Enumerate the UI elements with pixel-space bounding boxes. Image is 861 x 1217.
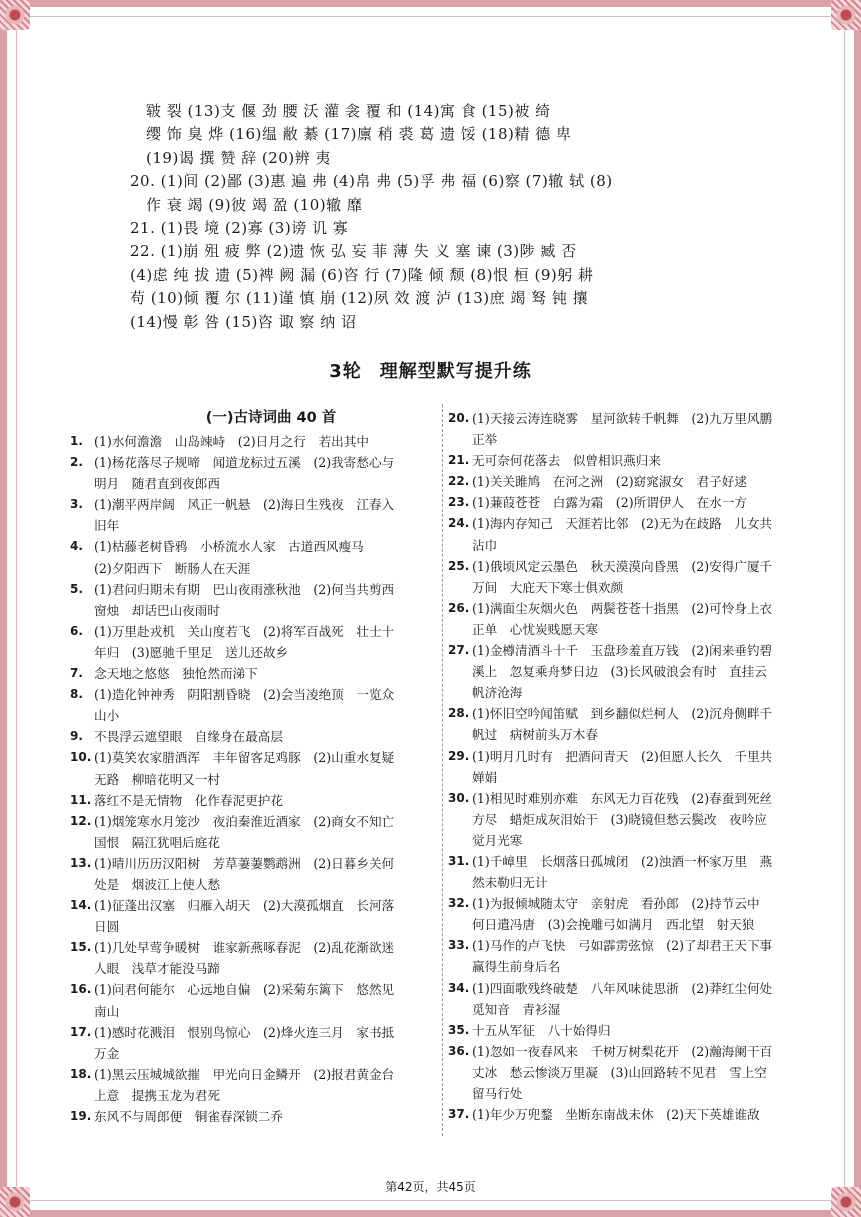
- item-text: [94, 895, 432, 937]
- answer-item: [70, 452, 432, 494]
- answer-item: [448, 978, 810, 1020]
- item-line: 正举: [472, 432, 498, 448]
- item-number: 28.: [448, 706, 470, 721]
- answer-item: [70, 579, 432, 621]
- item-line: 然未勒归无计: [472, 875, 548, 891]
- item-line: (1)问君何能尔 心远地自偏 (2)采菊东篱下 悠然见: [94, 982, 395, 998]
- item-line: (1)枯藤老树昏鸦 小桥流水人家 古道西风瘦马: [94, 539, 364, 555]
- answer-line: 缨 饰 臭 烨 (16)缊 敝 綦 (17)廪 稍 裘 葛 遗 馁 (18)精 德 卑: [146, 125, 572, 144]
- item-number: 17.: [70, 1024, 92, 1039]
- answer-item: [70, 663, 432, 684]
- item-text: [472, 1041, 810, 1104]
- answer-item: [70, 494, 432, 536]
- item-line: (1)海内存知己 天涯若比邻 (2)无为在歧路 儿女共: [472, 516, 773, 532]
- item-number: 8.: [70, 687, 83, 702]
- answer-item: [70, 621, 432, 663]
- answer-item: [448, 851, 810, 893]
- item-text: [472, 935, 810, 977]
- item-line: (1)年少万兜鍪 坐断东南战未休 (2)天下英雄谁敌: [472, 1107, 760, 1123]
- answer-item: [70, 747, 432, 789]
- answer-line: 皲 裂 (13)支 偃 劲 腰 沃 灌 衾 覆 和 (14)寓 食 (15)被 绮: [146, 102, 551, 120]
- item-text: [94, 979, 432, 1021]
- item-text: [472, 978, 810, 1020]
- item-line: (1)关关雎鸠 在河之洲 (2)窈窕淑女 君子好逑: [472, 474, 747, 490]
- item-line: 不畏浮云遮望眼 自缘身在最高层: [94, 729, 283, 745]
- item-line: 何日遣冯唐 (3)会挽雕弓如满月 西北望 射天狼: [472, 917, 755, 933]
- item-text: [472, 408, 810, 450]
- item-number: 24.: [448, 516, 470, 531]
- item-line: 年归 (3)愿驰千里足 送儿还故乡: [94, 644, 289, 660]
- item-line: (1)万里赴戎机 关山度若飞 (2)将军百战死 壮士十: [94, 623, 395, 639]
- item-number: 32.: [448, 896, 470, 911]
- answer-line: (19)谒 撰 赞 辞 (20)辨 夷: [146, 148, 331, 167]
- item-number: 5.: [70, 581, 83, 596]
- answer-item: [448, 1104, 810, 1125]
- answer-item: [70, 937, 432, 979]
- answer-item: [448, 703, 810, 745]
- item-line: (1)金樽清酒斗十千 玉盘珍羞直万钱 (2)闲来垂钓碧: [472, 643, 773, 659]
- item-number: 10.: [70, 750, 92, 765]
- answer-item: [448, 935, 810, 977]
- item-text: [94, 853, 432, 895]
- answer-line: (4)虑 纯 拔 遗 (5)裨 阙 漏 (6)咨 行 (7)隆 倾 颓 (8)恨 桓 (9)躬 耕: [130, 265, 594, 284]
- answer-item: [448, 471, 810, 492]
- item-text: [472, 1104, 810, 1125]
- item-text: [94, 579, 432, 621]
- item-number: 1.: [70, 434, 83, 448]
- answer-item: [70, 853, 432, 895]
- item-line: 山小: [94, 708, 120, 724]
- item-number: 35.: [448, 1022, 470, 1037]
- item-text: [94, 726, 432, 747]
- item-text: [94, 431, 432, 452]
- item-number: 16.: [70, 982, 92, 997]
- answer-item: [448, 598, 810, 640]
- corner-ornament-top-left: [0, 0, 30, 30]
- answer-item: [70, 1064, 432, 1106]
- answer-item: [448, 450, 810, 471]
- column-divider: [442, 404, 443, 1136]
- item-line: (1)潮平两岸阔 风正一帆悬 (2)海日生残夜 江春入: [94, 497, 395, 513]
- item-line: (1)相见时难别亦难 东风无力百花残 (2)春蚕到死丝: [472, 790, 773, 806]
- item-line: (1)明月几时有 把酒问青天 (2)但愿人长久 千里共: [472, 748, 773, 764]
- item-number: 36.: [448, 1043, 470, 1058]
- item-number: 20.: [448, 411, 470, 425]
- answer-item: [448, 640, 810, 703]
- item-text: [472, 703, 810, 745]
- answer-line: (14)慢 彰 咎 (15)咨 诹 察 纳 诏: [130, 312, 357, 331]
- answer-item: [70, 790, 432, 811]
- item-text: [472, 640, 810, 703]
- answer-item: [70, 1106, 432, 1127]
- item-line: 东风不与周郎便 铜雀春深锁二乔: [94, 1109, 283, 1124]
- item-line: 帆济沧海: [472, 685, 523, 701]
- item-line: 婵娟: [472, 769, 498, 785]
- item-line: (1)君问归期未有期 巴山夜雨涨秋池 (2)何当共剪西: [94, 581, 395, 597]
- item-line: 国恨 隔江犹唱后庭花: [94, 834, 220, 850]
- item-line: 留马行处: [472, 1086, 523, 1101]
- item-line: 落红不是无情物 化作春泥更护花: [94, 792, 283, 808]
- item-line: (1)满面尘灰烟火色 两鬓苍苍十指黑 (2)可怜身上衣: [472, 600, 773, 616]
- answer-item: [448, 746, 810, 788]
- answer-item: [70, 1022, 432, 1064]
- item-line: 无路 柳暗花明又一村: [94, 771, 220, 787]
- item-number: 21.: [448, 453, 470, 468]
- item-text: [472, 788, 810, 851]
- item-text: [94, 452, 432, 494]
- right-answer-list: [448, 408, 810, 1125]
- item-line: 窗烛 却话巴山夜雨时: [94, 602, 220, 618]
- item-line: 处是 烟波江上使人愁: [94, 876, 220, 892]
- answer-item: [70, 979, 432, 1021]
- item-line: (1)晴川历历汉阳树 芳草萋萋鹦鹉洲 (2)日暮乡关何: [94, 855, 395, 871]
- item-text: [472, 893, 810, 935]
- item-text: [472, 513, 810, 555]
- item-line: 万间 大庇天下寒士俱欢颜: [472, 579, 624, 595]
- answer-item: [70, 726, 432, 747]
- item-number: 11.: [70, 792, 92, 807]
- item-line: 日圆: [94, 919, 120, 935]
- item-text: [472, 1020, 810, 1041]
- item-line: (1)烟笼寒水月笼沙 夜泊秦淮近酒家 (2)商女不知亡: [94, 813, 395, 829]
- item-number: 15.: [70, 940, 92, 955]
- answer-item: [448, 893, 810, 935]
- item-text: [94, 621, 432, 663]
- answer-item: [448, 408, 810, 450]
- answer-item: [70, 431, 432, 452]
- item-line: (1)征蓬出汉塞 归雁入胡天 (2)大漠孤烟直 长河落: [94, 898, 395, 914]
- item-number: 33.: [448, 938, 470, 953]
- item-text: [94, 747, 432, 789]
- item-line: 觅知音 青衫湿: [472, 1001, 561, 1017]
- item-line: (1)莫笑农家腊酒浑 丰年留客足鸡豚 (2)山重水复疑: [94, 750, 395, 766]
- item-number: 12.: [70, 813, 92, 828]
- item-text: [94, 937, 432, 979]
- item-text: [472, 746, 810, 788]
- item-line: 无可奈何花落去 似曾相识燕归来: [472, 453, 661, 469]
- subsection-title: (一)古诗词曲 40 首: [205, 410, 337, 426]
- item-text: [94, 536, 432, 578]
- item-text: [472, 598, 810, 640]
- item-line: 赢得生前身后名: [472, 959, 561, 975]
- section-number: 3轮: [329, 361, 362, 382]
- answer-item: [448, 788, 810, 851]
- item-text: [94, 1106, 432, 1127]
- item-line: (1)马作的卢飞快 弓如霹雳弦惊 (2)了却君王天下事: [472, 938, 773, 954]
- item-line: (2)夕阳西下 断肠人在天涯: [94, 560, 251, 576]
- answer-item: [70, 536, 432, 578]
- item-number: 7.: [70, 666, 83, 681]
- item-number: 13.: [70, 855, 92, 870]
- item-text: [472, 492, 810, 513]
- item-line: (1)忽如一夜春风来 千树万树梨花开 (2)瀚海阑干百: [472, 1043, 773, 1059]
- answer-item: [448, 1020, 810, 1041]
- item-line: 旧年: [94, 518, 120, 534]
- item-text: [94, 790, 432, 811]
- answer-item: [448, 492, 810, 513]
- corner-ornament-top-right: [831, 0, 861, 30]
- item-text: [472, 471, 810, 492]
- item-line: 南山: [94, 1003, 120, 1019]
- item-number: 3.: [70, 497, 83, 512]
- item-number: 34.: [448, 980, 470, 995]
- item-line: (1)杨花落尽子规啼 闻道龙标过五溪 (2)我寄愁心与: [94, 455, 395, 471]
- item-line: 人眼 浅草才能没马蹄: [94, 961, 220, 977]
- item-line: 上意 提携玉龙为君死: [94, 1087, 220, 1103]
- page-footer: 第42页，共45页: [385, 1180, 476, 1194]
- section-heading: 理解型默写提升练: [379, 361, 532, 382]
- item-line: 万金: [94, 1045, 120, 1061]
- answer-item: [448, 1041, 810, 1104]
- item-text: [94, 1022, 432, 1064]
- item-number: 19.: [70, 1109, 92, 1123]
- item-line: 方尽 蜡炬成灰泪始干 (3)晓镜但愁云鬓改 夜吟应: [472, 811, 767, 827]
- item-text: [94, 811, 432, 853]
- item-number: 25.: [448, 558, 470, 573]
- item-line: (1)几处早莺争暖树 谁家新燕啄春泥 (2)乱花渐欲迷: [94, 940, 395, 956]
- item-number: 37.: [448, 1107, 470, 1122]
- answer-line: 苟 (10)倾 覆 尔 (11)谨 慎 崩 (12)夙 效 渡 泸 (13)庶 竭 驽 钝 攘: [130, 289, 589, 308]
- item-line: 丈冰 愁云惨淡万里凝 (3)山回路转不见君 雪上空: [472, 1064, 767, 1080]
- item-number: 6.: [70, 623, 83, 638]
- item-text: [472, 556, 810, 598]
- item-line: 沾巾: [472, 537, 498, 553]
- item-text: [94, 494, 432, 536]
- answer-item: [448, 513, 810, 555]
- item-text: [472, 450, 810, 471]
- answer-line: 作 衰 竭 (9)彼 竭 盈 (10)辙 靡: [146, 195, 363, 214]
- item-line: (1)千嶂里 长烟落日孤城闭 (2)浊酒一杯家万里 燕: [472, 853, 773, 869]
- answer-line: 21. (1)畏 境 (2)寡 (3)谤 讥 寡: [130, 218, 349, 237]
- item-number: 29.: [448, 748, 470, 763]
- section-title: [0, 357, 861, 383]
- item-line: 溪上 忽复乘舟梦日边 (3)长风破浪会有时 直挂云: [472, 664, 767, 680]
- right-column: [448, 408, 810, 1125]
- item-line: 明月 随君直到夜郎西: [94, 476, 220, 492]
- continued-answer-block: [130, 100, 730, 334]
- item-line: (1)天接云涛连晓雾 星河欲转千帆舞 (2)九万里风鹏: [472, 411, 773, 426]
- answer-line: 20. (1)间 (2)鄙 (3)惠 遍 弗 (4)帛 弗 (5)孚 弗 福 (6)察 (7)辙 轼 (8): [130, 172, 613, 191]
- item-number: 4.: [70, 539, 83, 554]
- left-answer-list: [70, 431, 432, 1127]
- item-number: 2.: [70, 455, 83, 470]
- item-text: [94, 1064, 432, 1106]
- item-number: 31.: [448, 853, 470, 868]
- item-line: (1)黑云压城城欲摧 甲光向日金鳞开 (2)报君黄金台: [94, 1066, 395, 1082]
- item-line: (1)俄顷风定云墨色 秋天漠漠向昏黑 (2)安得广厦千: [472, 558, 773, 574]
- item-number: 26.: [448, 600, 470, 615]
- item-line: 念天地之悠悠 独怆然而涕下: [94, 666, 258, 682]
- item-line: (1)水何澹澹 山岛竦峙 (2)日月之行 若出其中: [94, 434, 369, 449]
- item-line: 觉月光寒: [472, 832, 523, 848]
- item-line: (1)怀旧空吟闻笛赋 到乡翻似烂柯人 (2)沉舟侧畔千: [472, 706, 773, 722]
- item-line: 十五从军征 八十始得归: [472, 1022, 611, 1038]
- item-line: (1)感时花溅泪 恨别鸟惊心 (2)烽火连三月 家书抵: [94, 1024, 395, 1040]
- item-text: [472, 851, 810, 893]
- item-number: 14.: [70, 898, 92, 913]
- item-line: (1)蒹葭苍苍 白露为霜 (2)所谓伊人 在水一方: [472, 495, 747, 511]
- item-number: 27.: [448, 643, 470, 658]
- item-line: 正单 心忧炭贱愿天寒: [472, 621, 598, 637]
- answer-item: [448, 556, 810, 598]
- item-line: (1)四面歌残终破楚 八年风味徒思浙 (2)莽红尘何处: [472, 980, 773, 996]
- item-line: 帆过 病树前头万木春: [472, 727, 598, 743]
- answer-item: [70, 811, 432, 853]
- item-number: 18.: [70, 1066, 92, 1081]
- item-number: 30.: [448, 790, 470, 805]
- item-number: 9.: [70, 729, 83, 744]
- item-number: 22.: [448, 474, 470, 489]
- answer-item: [70, 684, 432, 726]
- item-text: [94, 663, 432, 684]
- left-column: [70, 408, 432, 1127]
- answer-item: [70, 895, 432, 937]
- item-line: (1)为报倾城随太守 亲射虎 看孙郎 (2)持节云中: [472, 896, 760, 912]
- item-line: (1)造化钟神秀 阴阳割昏晓 (2)会当凌绝顶 一览众: [94, 687, 395, 703]
- item-text: [94, 684, 432, 726]
- item-number: 23.: [448, 495, 470, 510]
- answer-line: 22. (1)崩 殂 疲 弊 (2)遗 恢 弘 妄 菲 薄 失 义 塞 谏 (3)陟 臧 否: [130, 242, 577, 261]
